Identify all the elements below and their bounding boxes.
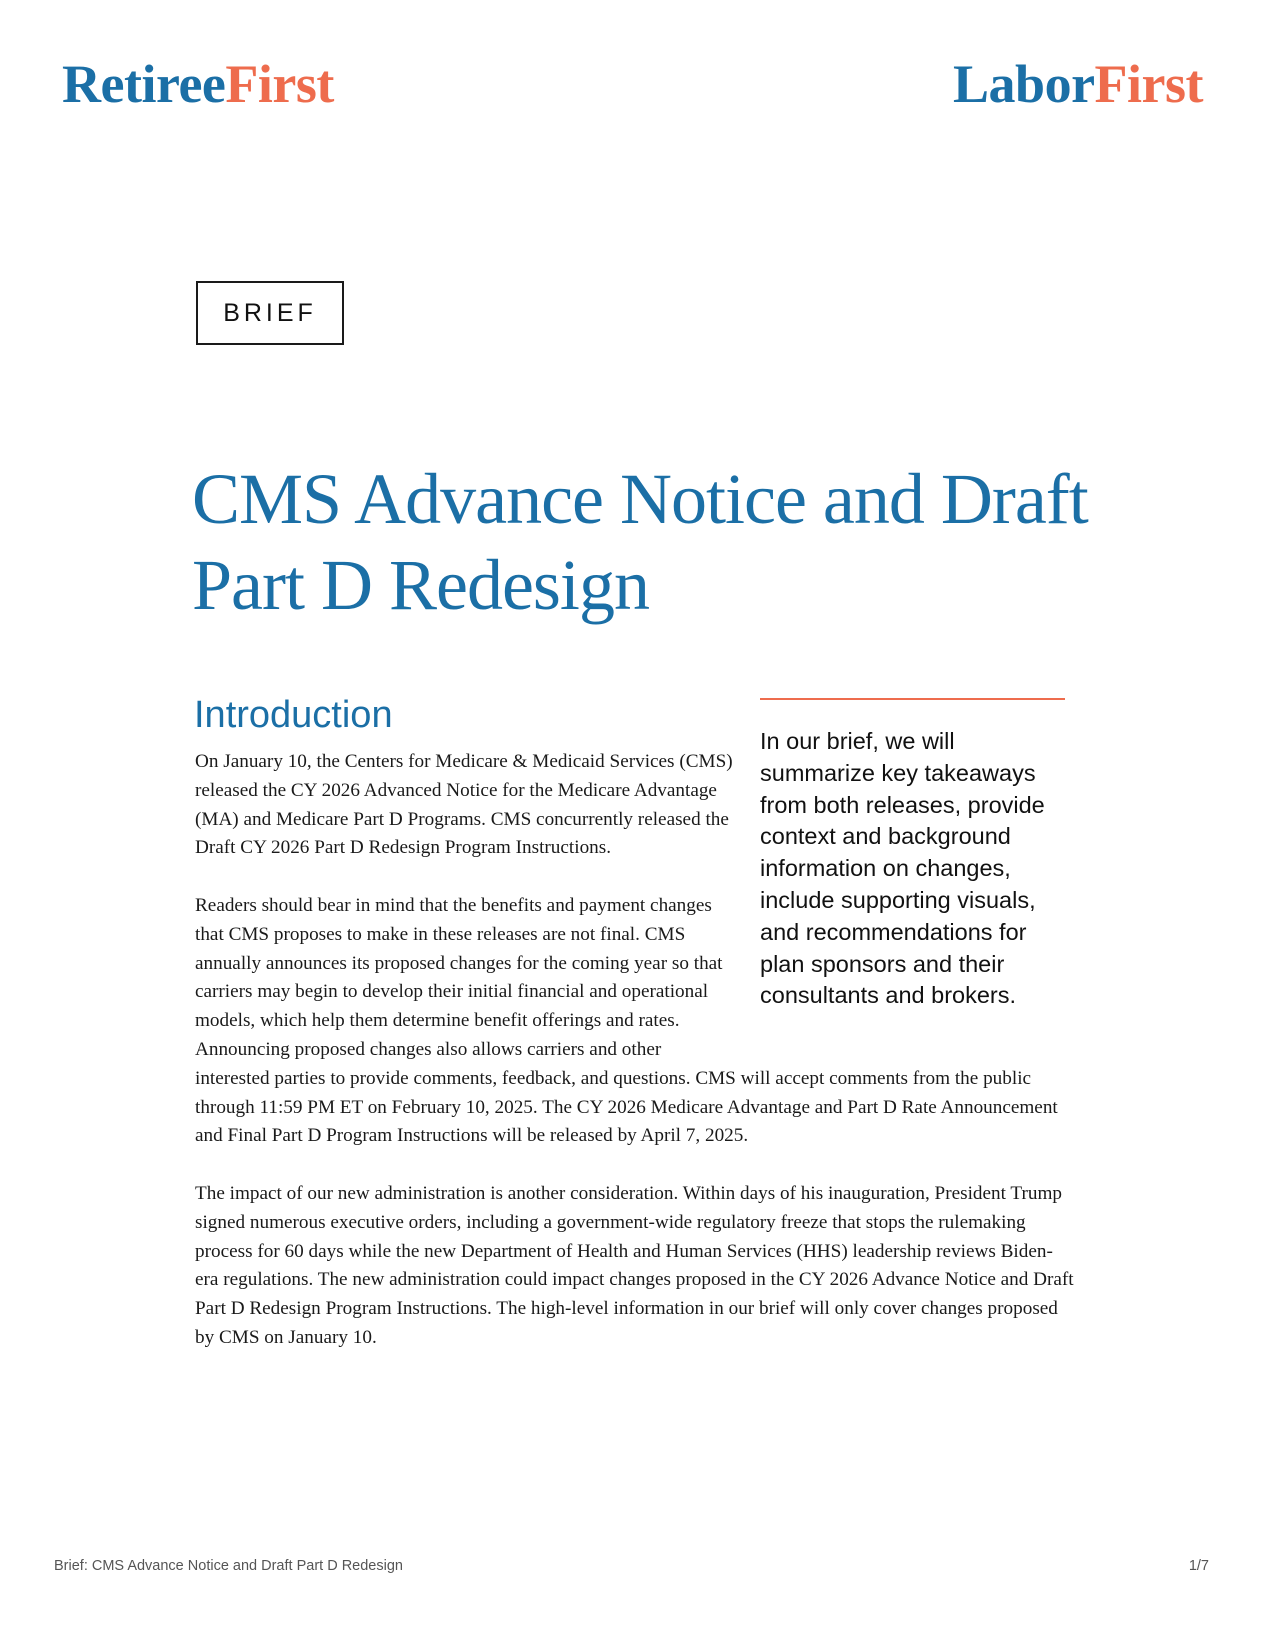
paragraph-3: The impact of our new administration is another consideration. Within days of his inauguration, President Trump signed numerous executive orders, including a government-wide regulatory freeze that stops the rulemaking process for 60 days while the new Department of Health and Human Services (HHS) leadership reviews Biden-era regulations. The new administration could impact changes proposed in the CY 2026 Advance Notice and Draft Part D Redesign Program Instructions. The high-level information in our brief will only cover changes proposed by CMS on January 10. [195, 1182, 1074, 1348]
page-title-line2: Part D Redesign [192, 545, 649, 625]
callout-divider [760, 698, 1065, 700]
logo-right-part2: First [1094, 54, 1203, 114]
section-heading-introduction: Introduction [194, 694, 393, 736]
callout-float-spacer [735, 748, 1075, 1041]
page-title [192, 456, 1092, 628]
paragraph-1: On January 10, the Centers for Medicare & Medicaid Services (CMS) released the CY 2026 Advanced Notice for the Medicare Advantage (MA) and Medicare Part D Programs. CMS concurrently released the Draft CY 2026 Part D Redesign Program Instructions. [195, 751, 733, 859]
callout-text: In our brief, we will summarize key takeaways from both releases, provide context and background information on changes, include supporting visuals, and recommendations for plan sponsors and their consultants and brokers. [760, 728, 1045, 1009]
retireefirst-logo [62, 52, 334, 116]
paragraph-2: Readers should bear in mind that the benefits and payment changes that CMS proposes to make in these releases are not final. CMS annually announces its proposed changes for the coming year so that carriers may begin to develop their initial financial and operational models, which help them determine benefit offerings and rates. Announcing proposed changes also allows carriers and other interested parties to provide comments, feedback, and questions. CMS will accept comments from the public through 11:59 PM ET on February 10, 2025. The CY 2026 Medicare Advantage and Part D Rate Announcement and Final Part D Program Instructions will be released by April 7, 2025. [195, 894, 1058, 1147]
footer-page-number: 1/7 [1188, 1558, 1209, 1574]
body-text [195, 748, 1075, 1382]
brief-tag: BRIEF [196, 281, 344, 345]
page-title-line1: CMS Advance Notice and Draft [192, 459, 1088, 539]
logo-left-part1: Retiree [62, 54, 226, 114]
logo-right-part1: Labor [953, 54, 1095, 114]
footer-document-title: Brief: CMS Advance Notice and Draft Part D Redesign [54, 1558, 403, 1574]
logo-left-part2: First [225, 54, 334, 114]
laborfirst-logo [953, 52, 1203, 116]
